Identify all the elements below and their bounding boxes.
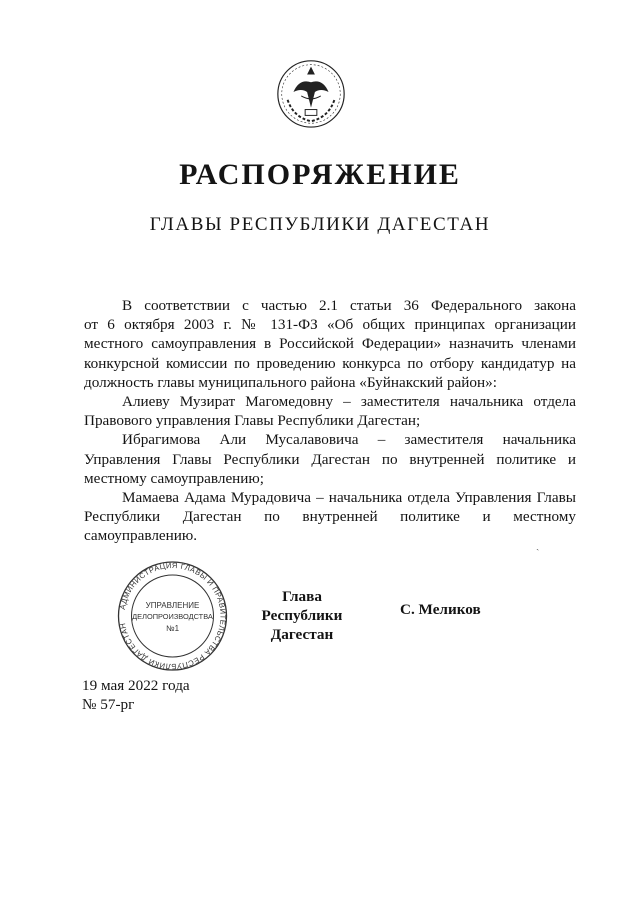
stamp-line: УПРАВЛЕНИЕ xyxy=(145,601,200,610)
member-item: Республики Дагестан по внутренней политике и местному xyxy=(84,508,576,526)
office-stamp xyxy=(110,560,235,672)
document-date: 19 мая 2022 года xyxy=(82,677,190,694)
document-number: № 57-рг xyxy=(82,696,135,713)
stamp-line: №1 xyxy=(165,624,180,633)
body-paragraph: должность главы муниципального района «Буйнакский район»: xyxy=(84,373,497,391)
member-item: Ибрагимова Али Мусалавовича – заместителя начальника xyxy=(122,431,576,449)
dagestan-coat-of-arms-icon xyxy=(272,52,350,132)
signatory-role-line: Республики Дагестан xyxy=(261,607,343,643)
document-subtitle: ГЛАВЫ РЕСПУБЛИКИ ДАГЕСТАН xyxy=(149,214,491,235)
signatory-role-line: Глава xyxy=(282,588,322,605)
member-item: Алиеву Музират Магомедовну – заместителя начальника отдела xyxy=(122,393,576,411)
document-title: РАСПОРЯЖЕНИЕ xyxy=(179,158,461,191)
body-paragraph: от 6 октября 2003 г. № 131-ФЗ «Об общих принципах организации xyxy=(84,316,576,334)
member-item: самоуправлению. xyxy=(84,527,198,545)
signatory-name: С. Меликов xyxy=(400,601,481,618)
body-paragraph: местного самоуправления в Российской Федерации» назначить членами xyxy=(84,335,576,353)
document-meta xyxy=(82,676,190,714)
stray-mark: ˎ xyxy=(536,540,540,551)
stamp-line: ДЕЛОПРОИЗВОДСТВА xyxy=(132,612,213,621)
stamp-outer-text: АДМИНИСТРАЦИЯ ГЛАВЫ И ПРАВИТЕЛЬСТВА РЕСПУБЛИКИ ДАГЕСТАН xyxy=(117,560,228,672)
body-paragraph: В соответствии с частью 2.1 статьи 36 Федерального закона xyxy=(122,297,576,314)
member-item: местному самоуправлению; xyxy=(84,469,265,487)
member-item: Мамаева Адама Мурадовича – начальника отдела Управления Главы xyxy=(122,489,576,507)
member-item: Правового управления Главы Республики Дагестан; xyxy=(84,412,421,430)
body-paragraph: конкурсной комиссии по проведению конкурса по отбору кандидатур на xyxy=(84,354,576,372)
member-item: Управления Главы Республики Дагестан по внутренней политике и xyxy=(84,450,576,468)
signatory-role xyxy=(232,587,372,644)
document-body xyxy=(84,296,576,546)
